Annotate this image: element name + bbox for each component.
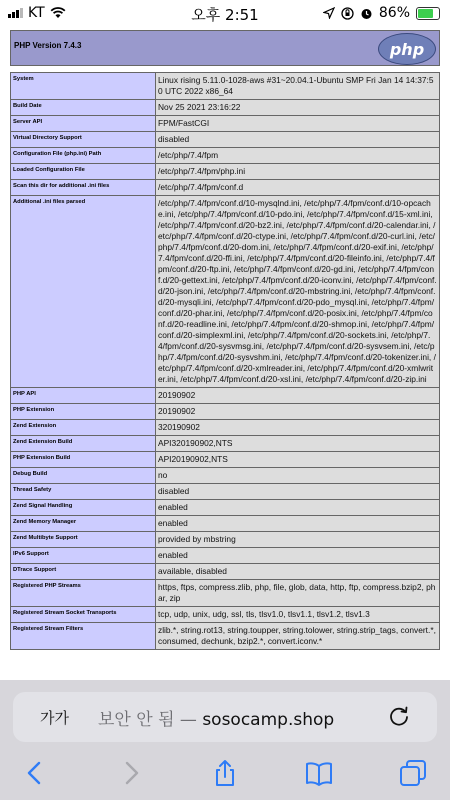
info-row <box>11 548 440 564</box>
not-secure-label: 보안 안 됨 <box>98 710 175 730</box>
back-icon[interactable] <box>20 758 50 788</box>
info-row <box>11 623 440 650</box>
info-row-value: no <box>156 468 440 484</box>
info-row-key: Zend Memory Manager <box>11 516 156 532</box>
info-row <box>11 420 440 436</box>
info-row <box>11 532 440 548</box>
info-row-value: enabled <box>156 516 440 532</box>
info-row-key: System <box>11 73 156 100</box>
bookmarks-icon[interactable] <box>304 758 334 788</box>
info-row-value: Nov 25 2021 23:16:22 <box>156 100 440 116</box>
php-info-table-body <box>11 73 440 650</box>
url-separator: — <box>174 710 203 730</box>
info-row-value: /etc/php/7.4/fpm/conf.d/10-mysqlnd.ini, /etc/php/7.4/fpm/conf.d/10-opcache.ini, /etc/php/7.4/fpm/conf.d/10-pdo.ini, /etc/php/7.4/fpm/conf.d/15-xml.ini, /etc/php/7.4/fpm/conf.d/20-bz2.ini, /etc/php/7.4/fpm/conf.d/20-calendar.ini, /etc/php/7.4/fpm/conf.d/20-ctype.ini, /etc/php/7.4/fpm/conf.d/20-curl.ini, /etc/php/7.4/fpm/conf.d/20-dom.ini, /etc/php/7.4/fpm/conf.d/20-exif.ini, /etc/php/7.4/fpm/conf.d/20-ffi.ini, /etc/php/7.4/fpm/conf.d/20-fileinfo.ini, /etc/php/7.4/fpm/conf.d/20-ftp.ini, /etc/php/7.4/fpm/conf.d/20-gd.ini, /etc/php/7.4/fpm/conf.d/20-gettext.ini, /etc/php/7.4/fpm/conf.d/20-iconv.ini, /etc/php/7.4/fpm/conf.d/20-json.ini, /etc/php/7.4/fpm/conf.d/20-mbstring.ini, /etc/php/7.4/fpm/conf.d/20-mysqli.ini, /etc/php/7.4/fpm/conf.d/20-pdo_mysql.ini, /etc/php/7.4/fpm/conf.d/20-phar.ini, /etc/php/7.4/fpm/conf.d/20-posix.ini, /etc/php/7.4/fpm/conf.d/20-readline.ini, /etc/php/7.4/fpm/conf.d/20-shmop.ini, /etc/php/7.4/fpm/conf.d/20-simplexml.ini, /etc/php/7.4/fpm/conf.d/20-sockets.ini, /etc/php/7.4/fpm/conf.d/20-sysvmsg.ini, /etc/php/7.4/fpm/conf.d/20-sysvsem.ini, /etc/php/7.4/fpm/conf.d/20-sysvshm.ini, /etc/php/7.4/fpm/conf.d/20-tokenizer.ini, /etc/php/7.4/fpm/conf.d/20-xmlreader.ini, /etc/php/7.4/fpm/conf.d/20-xmlwriter.ini, /etc/php/7.4/fpm/conf.d/20-xsl.ini, /etc/php/7.4/fpm/conf.d/20-zip.ini <box>156 196 440 388</box>
carrier-label: KT <box>28 5 45 21</box>
info-row <box>11 73 440 100</box>
info-row-value: /etc/php/7.4/fpm/php.ini <box>156 164 440 180</box>
info-row <box>11 500 440 516</box>
info-row-key: Loaded Configuration File <box>11 164 156 180</box>
info-row-key: Server API <box>11 116 156 132</box>
info-row-value: tcp, udp, unix, udg, ssl, tls, tlsv1.0, tlsv1.1, tlsv1.2, tlsv1.3 <box>156 607 440 623</box>
location-arrow-icon <box>323 7 335 19</box>
clock: 오후 2:51 <box>191 6 259 24</box>
info-row-value: 320190902 <box>156 420 440 436</box>
info-row-value: Linux rising 5.11.0-1028-aws #31~20.04.1-Ubuntu SMP Fri Jan 14 14:37:50 UTC 2022 x86_64 <box>156 73 440 100</box>
address-bar[interactable] <box>13 692 437 742</box>
php-logo[interactable] <box>378 33 436 65</box>
info-row <box>11 132 440 148</box>
info-row-value: disabled <box>156 132 440 148</box>
battery-fill <box>418 9 433 18</box>
info-row-key: Zend Extension Build <box>11 436 156 452</box>
info-row <box>11 516 440 532</box>
info-row <box>11 196 440 388</box>
forward-icon[interactable] <box>116 758 146 788</box>
info-row-key: PHP API <box>11 388 156 404</box>
info-row-key: Thread Safety <box>11 484 156 500</box>
info-row-value: FPM/FastCGI <box>156 116 440 132</box>
tabs-icon[interactable] <box>398 758 428 788</box>
info-row-key: Build Date <box>11 100 156 116</box>
info-row-key: Scan this dir for additional .ini files <box>11 180 156 196</box>
info-row-key: Virtual Directory Support <box>11 132 156 148</box>
info-row-key: Configuration File (php.ini) Path <box>11 148 156 164</box>
info-row-value: API20190902,NTS <box>156 452 440 468</box>
info-row <box>11 484 440 500</box>
url-domain: sosocamp.shop <box>202 710 335 730</box>
battery-percent: 86% <box>378 5 410 21</box>
rotation-lock-icon <box>341 7 354 20</box>
info-row-value: API320190902,NTS <box>156 436 440 452</box>
info-row <box>11 404 440 420</box>
php-info-table <box>10 72 440 650</box>
info-row <box>11 580 440 607</box>
info-row-value: enabled <box>156 548 440 564</box>
info-row <box>11 452 440 468</box>
info-row-key: Zend Extension <box>11 420 156 436</box>
share-icon[interactable] <box>210 758 240 788</box>
info-row-key: Zend Signal Handling <box>11 500 156 516</box>
php-logo-text: php <box>389 39 425 59</box>
info-row-key: Registered Stream Socket Transports <box>11 607 156 623</box>
info-row <box>11 388 440 404</box>
info-row <box>11 116 440 132</box>
safari-bottom-bar <box>0 680 450 800</box>
info-row-key: Registered PHP Streams <box>11 580 156 607</box>
info-row-value: available, disabled <box>156 564 440 580</box>
info-row-key: PHP Extension Build <box>11 452 156 468</box>
info-row-value: /etc/php/7.4/fpm/conf.d <box>156 180 440 196</box>
reload-icon[interactable] <box>387 704 411 728</box>
info-row-key: Zend Multibyte Support <box>11 532 156 548</box>
info-row-value: /etc/php/7.4/fpm <box>156 148 440 164</box>
info-row-key: Additional .ini files parsed <box>11 196 156 388</box>
info-row-key: DTrace Support <box>11 564 156 580</box>
status-right <box>323 5 440 21</box>
battery-icon <box>416 7 440 20</box>
info-row-value: disabled <box>156 484 440 500</box>
phpinfo-page <box>10 30 440 646</box>
url-display[interactable] <box>98 705 334 730</box>
php-version-title: PHP Version 7.4.3 <box>14 41 82 50</box>
php-version-header <box>10 30 440 66</box>
info-row <box>11 607 440 623</box>
safari-toolbar <box>0 750 450 800</box>
info-row <box>11 564 440 580</box>
status-bar <box>0 0 450 26</box>
info-row <box>11 148 440 164</box>
info-row <box>11 436 440 452</box>
info-row-key: PHP Extension <box>11 404 156 420</box>
info-row <box>11 468 440 484</box>
info-row-value: https, ftps, compress.zlib, php, file, glob, data, http, ftp, compress.bzip2, phar, zip <box>156 580 440 607</box>
info-row <box>11 180 440 196</box>
info-row-value: provided by mbstring <box>156 532 440 548</box>
info-row-value: zlib.*, string.rot13, string.toupper, string.tolower, string.strip_tags, convert.*, consumed, dechunk, bzip2.*, convert.iconv.* <box>156 623 440 650</box>
info-row-key: Registered Stream Filters <box>11 623 156 650</box>
info-row <box>11 164 440 180</box>
reader-text-size-button[interactable]: 가가 <box>40 709 69 727</box>
info-row-value: 20190902 <box>156 388 440 404</box>
info-row-key: Debug Build <box>11 468 156 484</box>
info-row <box>11 100 440 116</box>
info-row-key: IPv6 Support <box>11 548 156 564</box>
info-row-value: 20190902 <box>156 404 440 420</box>
info-row-value: enabled <box>156 500 440 516</box>
alarm-clock-icon <box>360 7 373 20</box>
